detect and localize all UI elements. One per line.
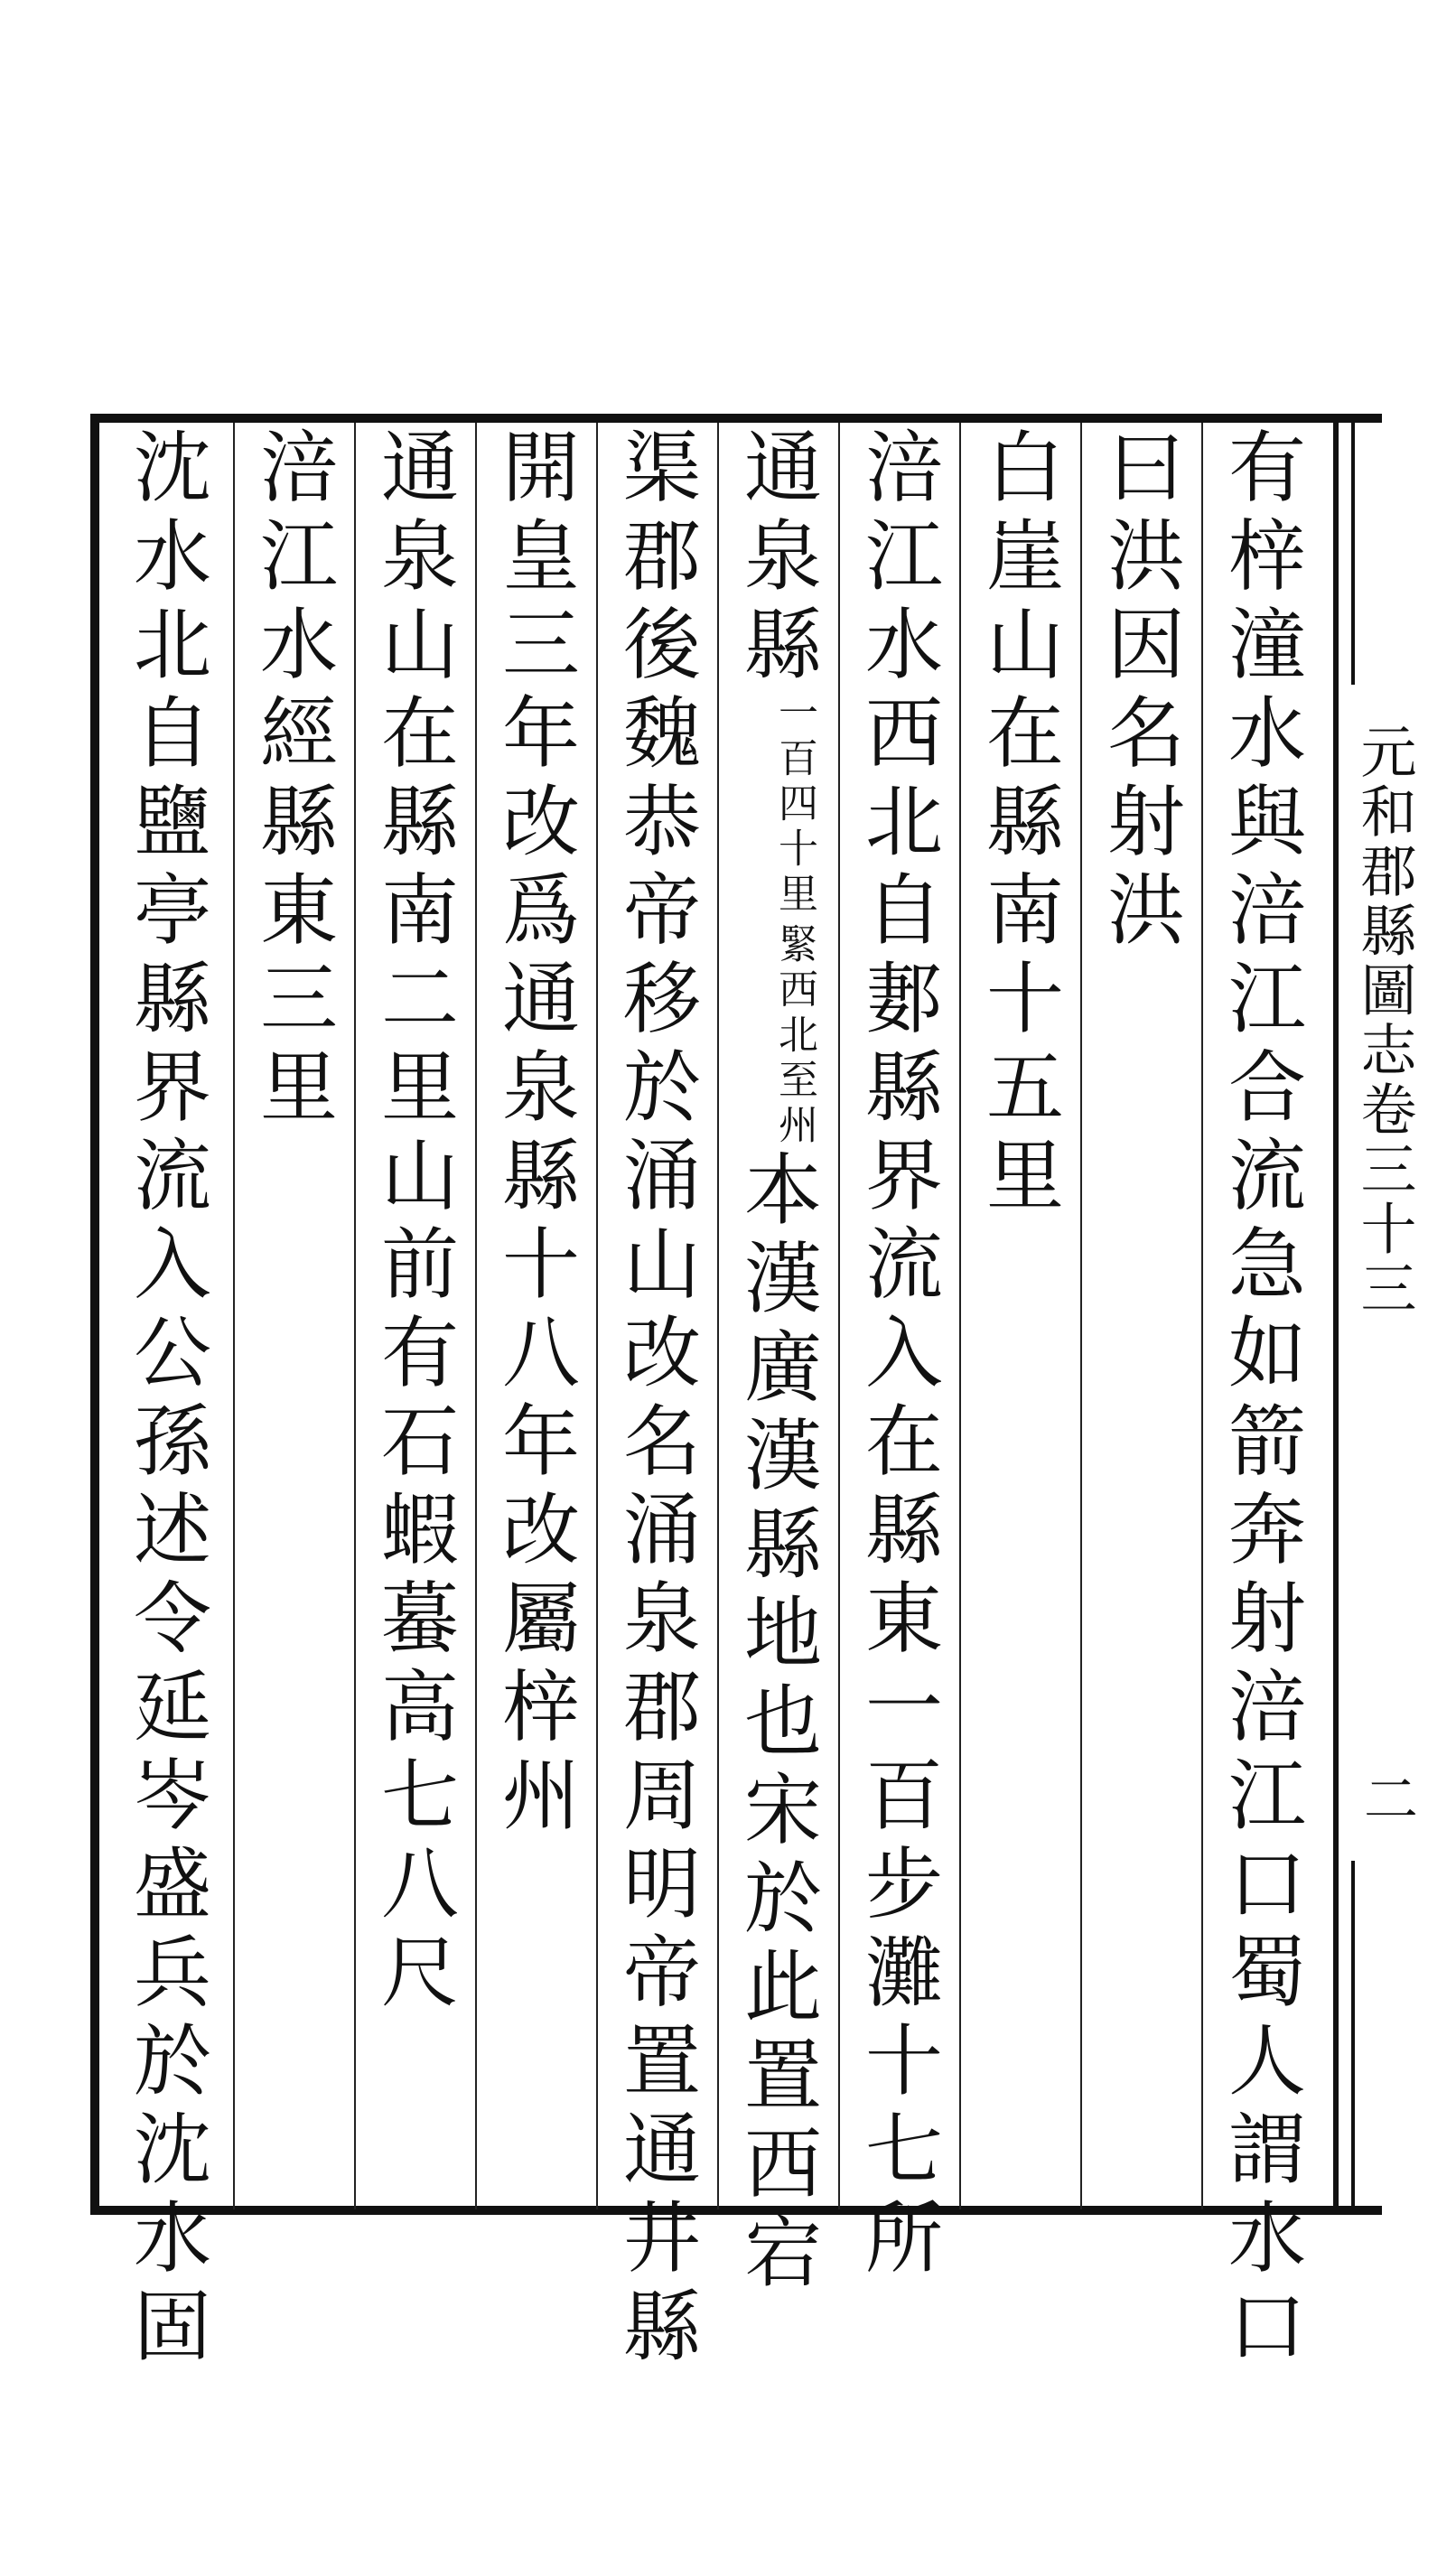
column-text: 涪江水經縣東三里 [247, 426, 337, 1135]
text-column-4 [852, 426, 966, 2285]
banxin-title: 元和郡縣圖志卷三十三 [1351, 723, 1417, 1319]
note-line-right: 緊西北至州 [771, 923, 817, 1149]
column-text: 曰洪因名射洪 [1094, 426, 1184, 957]
column-text: 渠郡後魏恭帝移於涌山改名涌泉郡周明帝置通井縣 [610, 426, 700, 2374]
text-column-5 [731, 426, 845, 2300]
text-column-10 [120, 426, 235, 2374]
column-text: 沈水北自鹽亭縣界流入公孫述令延岑盛兵於沈水固 [120, 426, 210, 2374]
column-heading: 通泉縣 [731, 426, 821, 692]
column-text: 通泉山在縣南二里山前有石蝦蟇高七八尺 [368, 426, 458, 2020]
text-column-8 [368, 426, 482, 2020]
column-text: 白崖山在縣南十五里 [973, 426, 1063, 1223]
text-column-7 [489, 426, 603, 1843]
column-body: 本漢廣漢縣地也宋於此置西宕 [731, 1149, 821, 2300]
fish-tail-top [1351, 414, 1386, 685]
column-text: 有梓潼水與涪江合流急如箭奔射涪江口蜀人謂水口 [1215, 426, 1305, 2374]
frame-right-border [1333, 414, 1339, 2215]
text-column-6 [610, 426, 724, 2374]
column-text: 涪江水西北自郪縣界流入在縣東一百步灘十七所 [852, 426, 942, 2285]
column-text: 開皇三年改爲通泉縣十八年改屬梓州 [489, 426, 579, 1843]
annotation-note [773, 692, 815, 1149]
text-column-9 [247, 426, 361, 1135]
text-column-1 [1215, 426, 1330, 2374]
text-column-3 [973, 426, 1087, 1223]
text-column-2 [1094, 426, 1209, 957]
fish-tail-bottom [1351, 1861, 1386, 2215]
page-number: 二 [1355, 1770, 1418, 1825]
note-line-left: 一百四十里 [771, 692, 817, 918]
column-text [731, 426, 821, 2300]
